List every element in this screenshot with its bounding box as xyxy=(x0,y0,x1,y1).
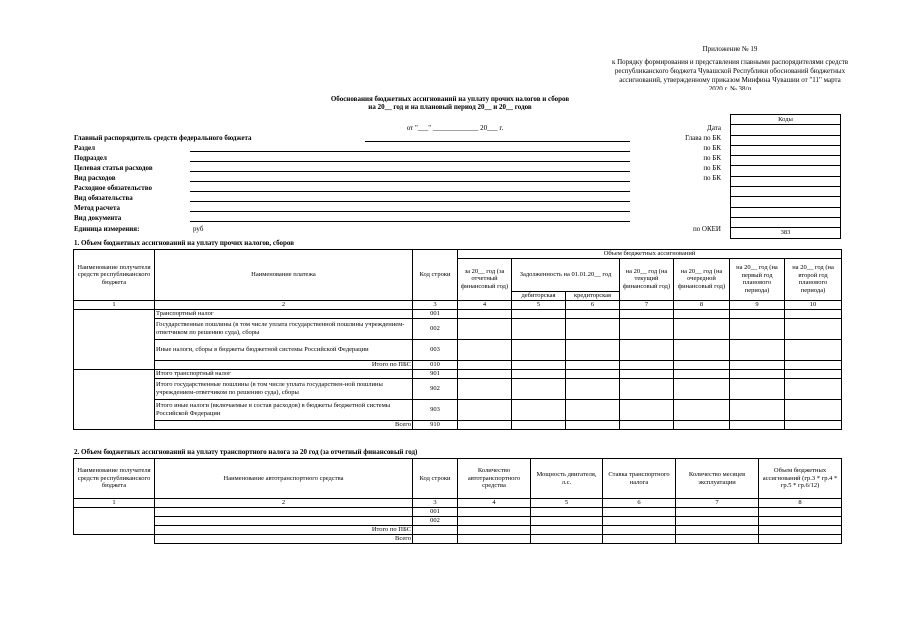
s1-cell[interactable] xyxy=(674,378,730,399)
s1-cell[interactable] xyxy=(512,339,566,360)
appendix-line-3: республиканского бюджета Чувашской Республики обоснований бюджетных xyxy=(614,67,846,75)
s1-col-recipient: Наименование получателя средств республиканского бюджета xyxy=(74,250,155,301)
document-period: на 20__ год и на плановый период 20__ и 20__ годов xyxy=(368,103,532,111)
section2-title: 2. Объем бюджетных ассигнований на уплату транспортного налога за 20 год (за отчетный финансовый год) xyxy=(74,448,418,456)
s1-cell[interactable] xyxy=(620,399,674,420)
s1-cell[interactable] xyxy=(674,369,730,378)
doc-type-line xyxy=(190,221,630,222)
s1-cell[interactable] xyxy=(458,339,512,360)
s2-cell[interactable] xyxy=(603,535,676,544)
s1-row-code: 901 xyxy=(413,369,458,378)
s2-cell[interactable] xyxy=(458,535,531,544)
s1-cell[interactable] xyxy=(566,339,620,360)
s2-num: 2 xyxy=(155,499,413,508)
s2-col-vehicle: Наименование автотранспортного средства xyxy=(155,459,413,499)
s2-cell[interactable] xyxy=(759,508,842,517)
s1-cell[interactable] xyxy=(730,378,785,399)
label-calc-method: Метод расчета xyxy=(74,204,120,212)
code-cell-empty-2[interactable] xyxy=(731,197,841,207)
label-doc-type: Вид документа xyxy=(74,214,122,222)
table-row xyxy=(74,517,842,526)
s2-cell[interactable] xyxy=(759,535,842,544)
s1-cell[interactable] xyxy=(512,360,566,369)
s1-cell[interactable] xyxy=(730,318,785,339)
appendix-line-5: 2020 г. № 38/п xyxy=(708,85,752,90)
s2-row-code xyxy=(413,526,458,535)
table-row xyxy=(74,339,842,360)
s1-row-code: 001 xyxy=(413,309,458,318)
label-main-manager: Главный распорядитель средств федерального бюджета xyxy=(74,134,252,142)
code-cell-bk-4[interactable] xyxy=(731,176,841,186)
s2-col-count: Количество автотранспортного средства xyxy=(458,459,531,499)
s1-row-name: Итого по ПБС xyxy=(155,360,413,369)
s1-recipient-cell[interactable] xyxy=(74,309,155,369)
s1-cell[interactable] xyxy=(674,318,730,339)
s1-cell[interactable] xyxy=(458,360,512,369)
s2-recipient-cell[interactable] xyxy=(74,508,155,535)
s2-col-recipient: Наименование получателя средств республиканского бюджета xyxy=(74,459,155,499)
s1-cell[interactable] xyxy=(785,309,842,318)
s2-cell[interactable] xyxy=(676,535,759,544)
s2-row-code: 002 xyxy=(413,517,458,526)
s2-cell[interactable] xyxy=(458,517,531,526)
s1-num: 2 xyxy=(155,300,413,309)
s1-cell[interactable] xyxy=(674,420,730,429)
s1-cell[interactable] xyxy=(674,309,730,318)
table-row xyxy=(74,399,842,420)
s2-cell[interactable] xyxy=(531,535,603,544)
s1-num: 9 xyxy=(730,300,785,309)
s1-num: 8 xyxy=(674,300,730,309)
label-target-article: Целевая статья расходов xyxy=(74,164,153,172)
s1-cell[interactable] xyxy=(458,369,512,378)
s1-row-code: 910 xyxy=(413,420,458,429)
s1-num: 5 xyxy=(512,300,566,309)
table-row xyxy=(74,508,842,517)
s1-cell[interactable] xyxy=(458,378,512,399)
s1-cell[interactable] xyxy=(730,309,785,318)
target-article-line xyxy=(190,171,630,172)
s1-cell[interactable] xyxy=(620,420,674,429)
s1-row-name: Транспортный налог xyxy=(155,309,413,318)
s1-num: 3 xyxy=(413,300,458,309)
s1-cell[interactable] xyxy=(566,369,620,378)
s2-cell[interactable] xyxy=(603,508,676,517)
table-row xyxy=(74,309,842,318)
table-row xyxy=(74,535,842,544)
s2-row-code xyxy=(413,535,458,544)
section2-table xyxy=(73,458,842,544)
section1-title: 1. Объем бюджетных ассигнований на уплату прочих налогов, сборов xyxy=(74,239,295,247)
s1-cell[interactable] xyxy=(730,339,785,360)
s1-row-name: Итого транспортный налог xyxy=(155,369,413,378)
s1-cell[interactable] xyxy=(566,360,620,369)
s2-row-name[interactable] xyxy=(155,517,413,526)
s2-cell[interactable] xyxy=(603,517,676,526)
s1-col-debit: дебиторская xyxy=(512,291,566,300)
s1-cell[interactable] xyxy=(674,360,730,369)
label-bk-2: по БК xyxy=(703,154,721,162)
s1-cell[interactable] xyxy=(785,318,842,339)
s1-col-credit: кредиторская xyxy=(566,291,620,300)
codes-header: Коды xyxy=(731,115,841,125)
s1-cell[interactable] xyxy=(566,378,620,399)
s1-row-name: Государственные пошлины (в том числе уплата государственной пошлины учреждением-ответчиком по решению суда), сборы xyxy=(155,318,413,339)
calc-method-line xyxy=(190,211,630,212)
s1-num: 7 xyxy=(620,300,674,309)
label-chapter-bk: Глава по БК xyxy=(685,134,721,142)
s2-cell[interactable] xyxy=(531,526,603,535)
s1-cell[interactable] xyxy=(620,369,674,378)
table-row xyxy=(74,378,842,399)
s1-cell[interactable] xyxy=(620,378,674,399)
s1-num: 1 xyxy=(74,300,155,309)
code-cell-okei: 383 xyxy=(731,228,841,238)
s2-cell[interactable] xyxy=(603,526,676,535)
s1-cell[interactable] xyxy=(566,309,620,318)
s1-cell[interactable] xyxy=(512,369,566,378)
s2-cell[interactable] xyxy=(759,526,842,535)
section1-table xyxy=(73,249,842,430)
s1-col-report: за 20__ год (за отчетный финансовый год) xyxy=(458,258,512,300)
s1-cell[interactable] xyxy=(620,360,674,369)
section-line xyxy=(190,151,630,152)
appendix-line-4: ассигнований, утвержденному приказом Минфина Чувашии от "11" марта xyxy=(619,76,841,84)
s1-cell[interactable] xyxy=(730,420,785,429)
table-row xyxy=(74,318,842,339)
s1-cell[interactable] xyxy=(785,420,842,429)
appendix-line-2: к Порядку формирования и представления главными распорядителями средств xyxy=(611,58,849,66)
s1-row-name: Иные налоги, сборы в бюджеты бюджетной системы Российской Федерации xyxy=(155,339,413,360)
s2-row-name[interactable] xyxy=(155,508,413,517)
s2-num: 5 xyxy=(531,499,603,508)
s2-col-months: Количество месяцев эксплуатации xyxy=(676,459,759,499)
label-okei: по ОКЕИ xyxy=(692,225,721,233)
s1-cell[interactable] xyxy=(674,399,730,420)
expense-obligation-line xyxy=(190,191,630,192)
s2-cell[interactable] xyxy=(458,526,531,535)
s1-col-payment: Наименование платежа xyxy=(155,250,413,301)
s2-num: 6 xyxy=(603,499,676,508)
s1-cell[interactable] xyxy=(458,309,512,318)
label-expense-obligation: Расходное обязательство xyxy=(74,184,152,192)
s1-row-code: 003 xyxy=(413,339,458,360)
s2-cell[interactable] xyxy=(458,508,531,517)
obligation-type-line xyxy=(190,201,630,202)
s2-num: 1 xyxy=(74,499,155,508)
s1-row-code: 010 xyxy=(413,360,458,369)
s1-cell[interactable] xyxy=(566,399,620,420)
table-row xyxy=(74,369,842,378)
s1-num: 4 xyxy=(458,300,512,309)
table-row xyxy=(74,420,842,429)
s1-cell[interactable] xyxy=(458,399,512,420)
s2-num: 3 xyxy=(413,499,458,508)
s1-col-plan2: на 20__ год (на второй год планового периода) xyxy=(785,258,842,300)
s1-cell[interactable] xyxy=(458,318,512,339)
label-subsection: Подраздел xyxy=(74,154,107,162)
s1-col-code: Код строки xyxy=(413,250,458,301)
s1-cell[interactable] xyxy=(730,399,785,420)
s1-cell[interactable] xyxy=(674,339,730,360)
code-cell-empty-4[interactable] xyxy=(731,217,841,227)
label-expense-type: Вид расходов xyxy=(74,174,116,182)
s1-cell[interactable] xyxy=(512,399,566,420)
code-cell-bk-2[interactable] xyxy=(731,156,841,166)
s1-cell[interactable] xyxy=(785,369,842,378)
s2-col-power: Мощность двигателя, л.с. xyxy=(531,459,603,499)
s1-cell[interactable] xyxy=(785,360,842,369)
code-cell-empty-1[interactable] xyxy=(731,187,841,197)
s1-row-name: Итого иные налоги (включаемые в состав расходов) в бюджеты бюджетной системы Российской Федерации xyxy=(155,399,413,420)
code-cell-bk-1[interactable] xyxy=(731,145,841,155)
table-row xyxy=(74,526,842,535)
table-row xyxy=(74,360,842,369)
s2-num: 8 xyxy=(759,499,842,508)
s2-cell[interactable] xyxy=(676,526,759,535)
s2-num: 4 xyxy=(458,499,531,508)
s1-cell[interactable] xyxy=(620,339,674,360)
s1-cell[interactable] xyxy=(730,360,785,369)
s1-cell[interactable] xyxy=(566,318,620,339)
s1-cell[interactable] xyxy=(512,318,566,339)
s2-cell[interactable] xyxy=(676,508,759,517)
codes-table xyxy=(730,114,841,239)
label-bk-1: по БК xyxy=(703,144,721,152)
label-bk-4: по БК xyxy=(703,174,721,182)
s1-cell[interactable] xyxy=(512,420,566,429)
label-date: Дата xyxy=(707,124,721,132)
s2-col-code: Код строки xyxy=(413,459,458,499)
s1-cell[interactable] xyxy=(566,420,620,429)
s1-cell[interactable] xyxy=(785,339,842,360)
expense-type-line xyxy=(190,181,630,182)
s1-num: 6 xyxy=(566,300,620,309)
s1-totals-recipient-cell xyxy=(74,369,155,429)
s1-row-code: 903 xyxy=(413,399,458,420)
s1-col-debt: Задолженность на 01.01.20__ год xyxy=(512,258,620,291)
s1-cell[interactable] xyxy=(785,378,842,399)
label-unit: Единица измерения: xyxy=(74,225,140,233)
s1-cell[interactable] xyxy=(730,369,785,378)
s2-row-name: Всего xyxy=(155,535,413,544)
s1-cell[interactable] xyxy=(458,420,512,429)
code-cell-date[interactable] xyxy=(731,125,841,135)
s2-col-rate: Ставка транспортного налога xyxy=(603,459,676,499)
s2-cell[interactable] xyxy=(676,517,759,526)
s1-cell[interactable] xyxy=(512,378,566,399)
s1-row-code: 902 xyxy=(413,378,458,399)
manager-line xyxy=(365,141,630,142)
s1-row-code: 002 xyxy=(413,318,458,339)
s1-col-volume: Объем бюджетных ассигнований xyxy=(458,250,842,259)
document-date-line: от "___" _____________ 20___ г. xyxy=(406,124,504,132)
s1-cell[interactable] xyxy=(620,318,674,339)
s1-cell[interactable] xyxy=(620,309,674,318)
s1-row-name: Всего xyxy=(155,420,413,429)
s2-row-code: 001 xyxy=(413,508,458,517)
appendix-number: Приложение № 19 xyxy=(702,45,758,53)
s2-row-name: Итого по ПБС xyxy=(155,526,413,535)
code-cell-chapter[interactable] xyxy=(731,135,841,145)
s2-num: 7 xyxy=(676,499,759,508)
s2-cell[interactable] xyxy=(759,517,842,526)
s2-col-volume: Объем бюджетных ассигнований (гр.3 * гр.4 * гр.5 * гр.6/12) xyxy=(759,459,842,499)
s1-col-current: на 20__ год (на текущий финансовый год) xyxy=(620,258,674,300)
s1-cell[interactable] xyxy=(785,399,842,420)
label-obligation-type: Вид обязательства xyxy=(74,194,133,202)
s2-empty-cell xyxy=(74,535,155,544)
code-cell-empty-3[interactable] xyxy=(731,207,841,217)
s1-num: 10 xyxy=(785,300,842,309)
code-cell-bk-3[interactable] xyxy=(731,166,841,176)
s1-row-name: Итого государственные пошлины (в том числе уплата государствен-ной пошлины учреждением-ответчиком по решению суда), сборы xyxy=(155,378,413,399)
s1-col-plan1: на 20__ год (на первый год планового периода) xyxy=(730,258,785,300)
s1-col-next: на 20__ год (на очередной финансовый год) xyxy=(674,258,730,300)
label-bk-3: по БК xyxy=(703,164,721,172)
label-section: Раздел xyxy=(74,144,96,152)
s1-cell[interactable] xyxy=(512,309,566,318)
s2-cell[interactable] xyxy=(531,508,603,517)
s2-cell[interactable] xyxy=(531,517,603,526)
subsection-line xyxy=(190,161,630,162)
document-title: Обоснования бюджетных ассигнований на уплату прочих налогов и сборов xyxy=(330,95,570,103)
unit-value: руб xyxy=(193,225,204,233)
